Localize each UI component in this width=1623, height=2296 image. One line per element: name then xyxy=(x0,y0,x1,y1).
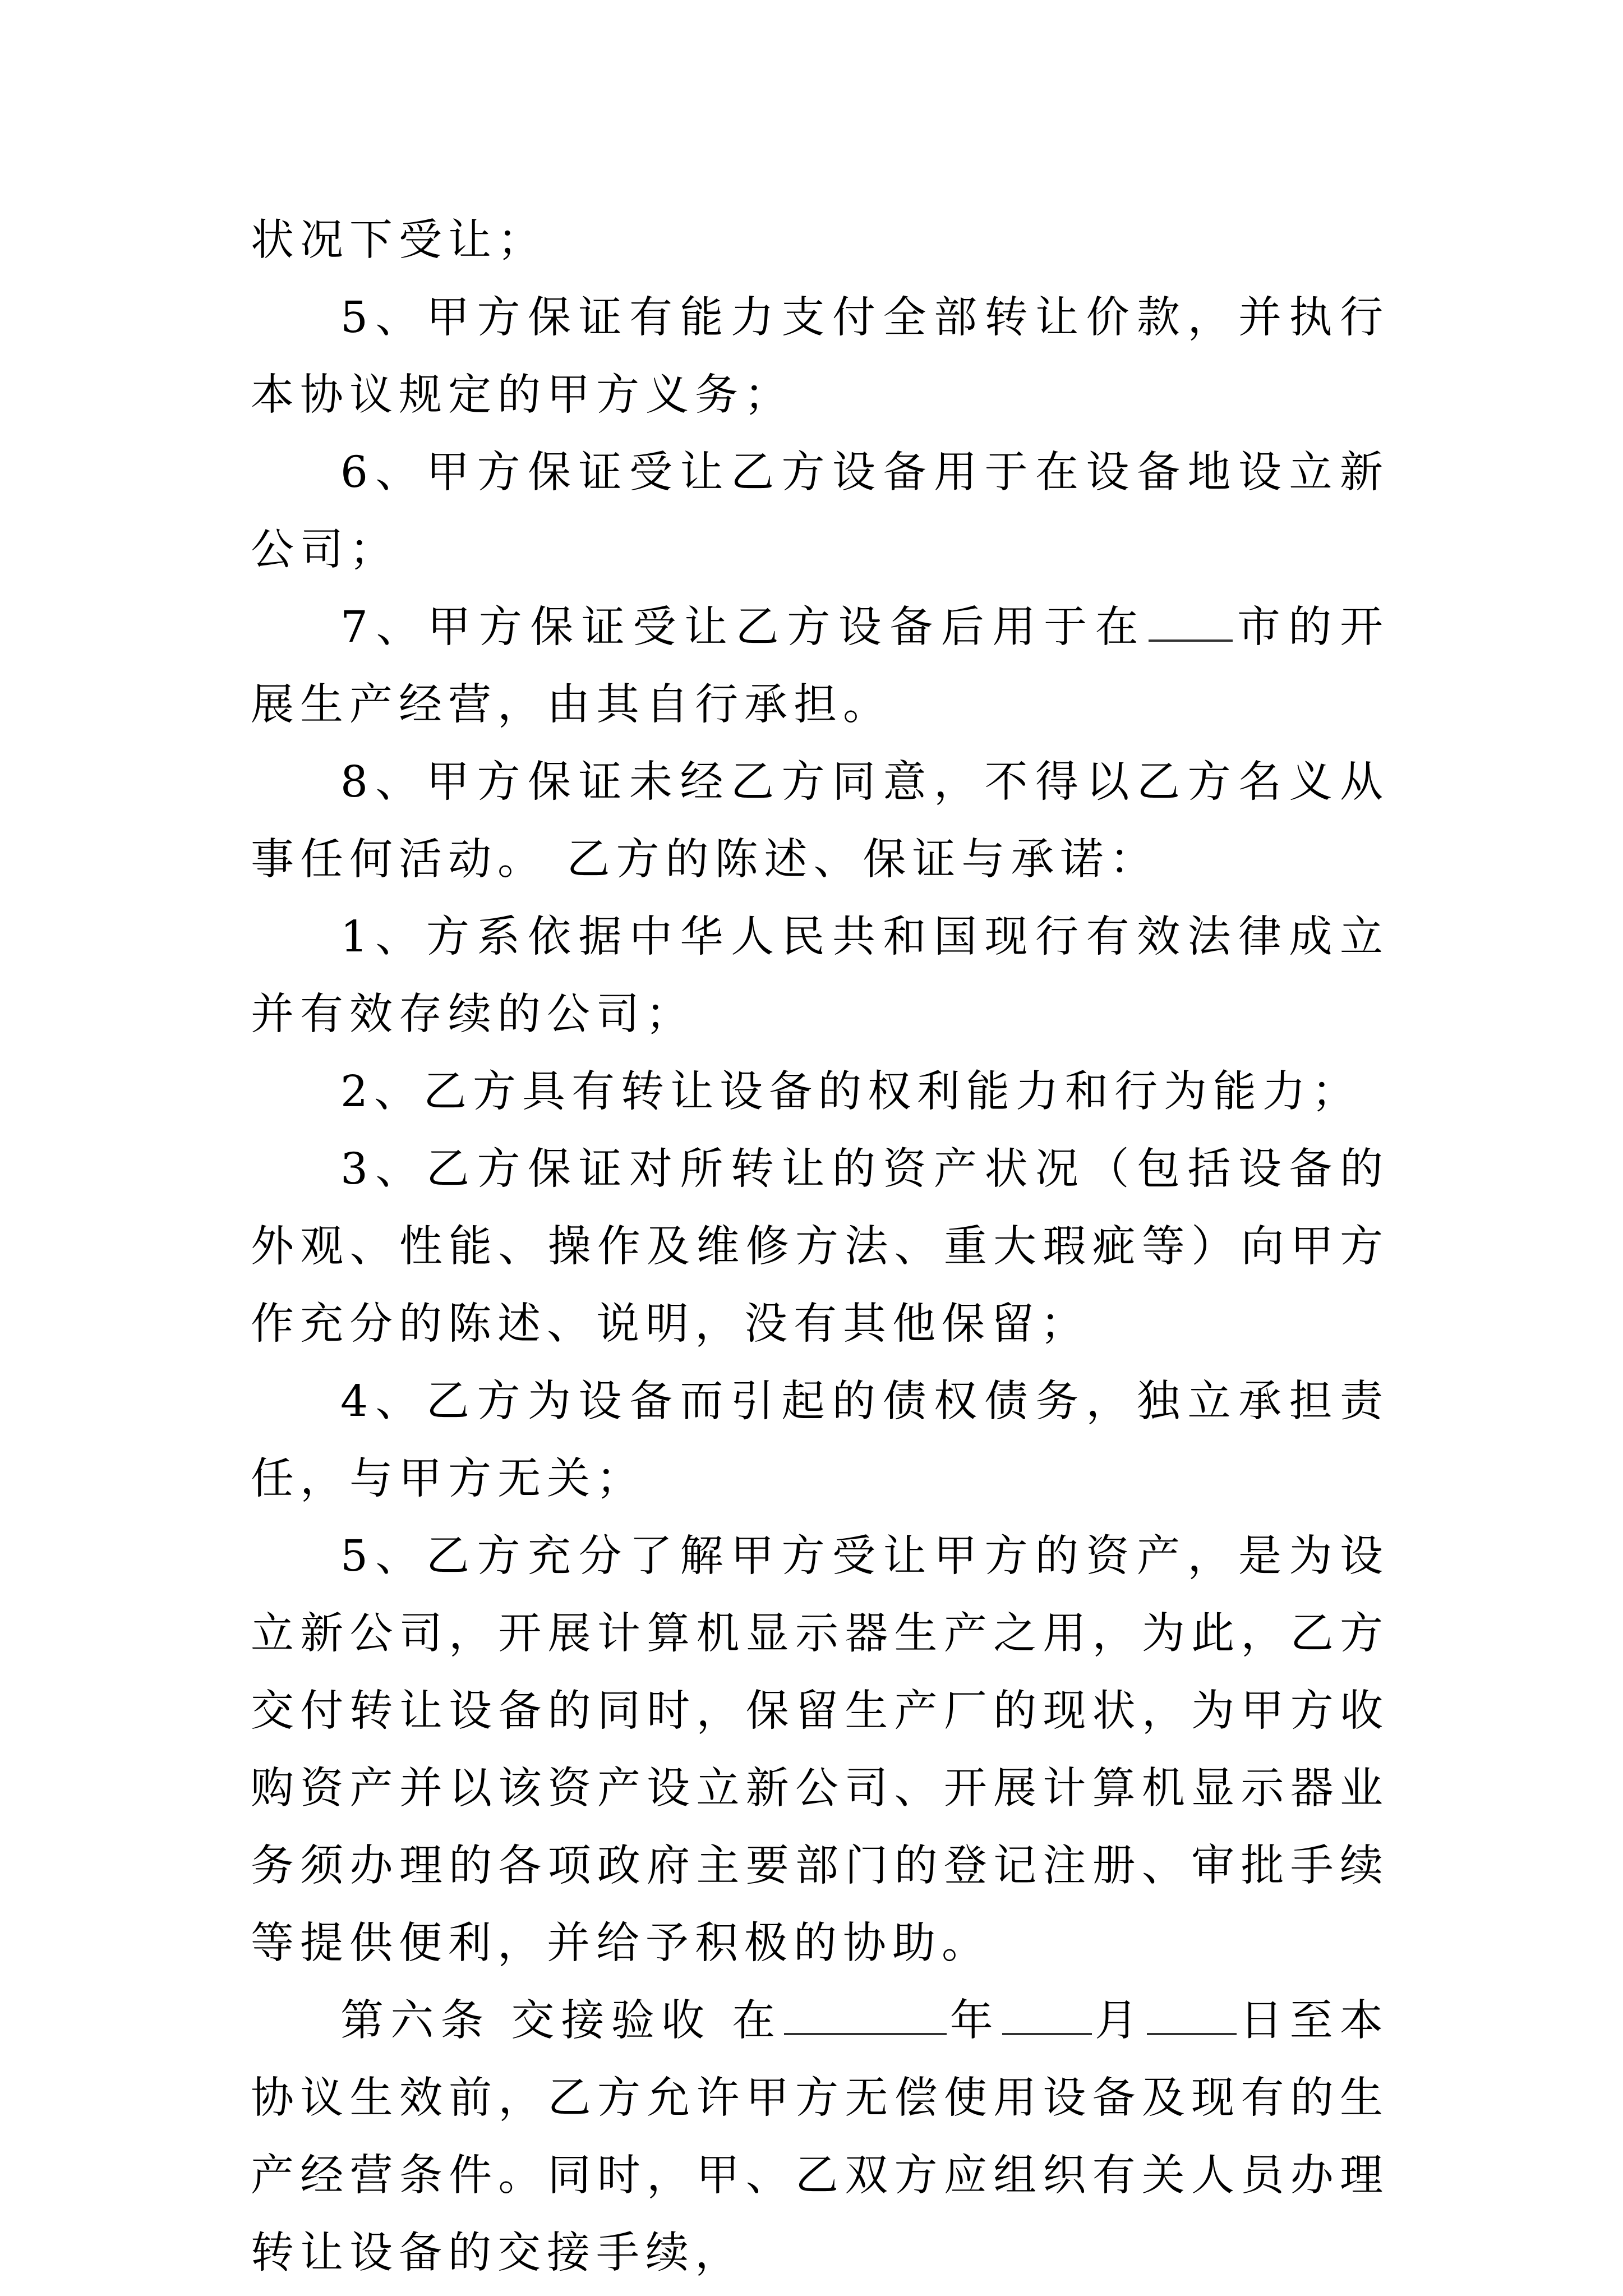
paragraph-party-b-item-2: 2、乙方具有转让设备的权利能力和行为能力； xyxy=(340,1067,1361,1117)
paragraph-party-a-item-8: 8、甲方保证未经乙方同意，不得以乙方名义从事任何活动。 乙方的陈述、保证与承诺： xyxy=(251,757,1389,885)
blank-day-line xyxy=(1147,1994,1237,2035)
paragraph-article-6-handover xyxy=(251,1982,1389,2292)
paragraph-text-segment: 市的开展生产经营，由其自行承担。 xyxy=(251,602,1390,730)
paragraph-party-b-item-5: 5、乙方充分了解甲方受让甲方的资产，是为设立新公司，开展计算机显示器生产之用，为此，乙方交付转让设备的同时，保留生产厂的现状，为甲方收购资产并以该资产设立新公司、开展计算机显示器业务须办理的各项政府主要部门的登记注册、审批手续等提供便利，并给予积极的协助。 xyxy=(251,1531,1389,1968)
blank-month-line xyxy=(1002,1994,1092,2035)
document-body xyxy=(251,202,1389,2292)
paragraph-continuation: 状况下受让； xyxy=(251,215,547,265)
paragraph-party-a-item-5: 5、甲方保证有能力支付全部转让价款，并执行本协议规定的甲方义务； xyxy=(251,293,1389,420)
paragraph-party-b-item-3: 3、乙方保证对所转让的资产状况（包括设备的外观、性能、操作及维修方法、重大瑕疵等）向甲方作充分的陈述、说明，没有其他保留； xyxy=(251,1144,1389,1349)
paragraph-text-segment: 第六条 交接验收 在 xyxy=(340,1996,782,2046)
paragraph-party-b-item-1: 1、方系依据中华人民共和国现行有效法律成立并有效存续的公司； xyxy=(251,912,1389,1039)
paragraph-text-segment: 年 xyxy=(949,1996,1000,2046)
paragraph-text-segment: 日至本协议生效前，乙方允许甲方无偿使用设备及现有的生产经营条件。同时，甲、乙双方应组织有关人员办理转让设备的交接手续， xyxy=(251,1996,1390,2278)
blank-year-line xyxy=(784,1994,947,2035)
paragraph-party-b-item-4: 4、乙方为设备而引起的债权债务，独立承担责任，与甲方无关； xyxy=(251,1377,1389,1504)
paragraph-party-a-item-7 xyxy=(251,589,1389,744)
paragraph-text-segment: 月 xyxy=(1094,1996,1145,2046)
paragraph-party-a-item-6: 6、甲方保证受让乙方设备用于在设备地设立新公司； xyxy=(251,448,1389,575)
paragraph-text-segment: 7、甲方保证受让乙方设备后用于在 xyxy=(340,602,1147,652)
blank-city-line xyxy=(1149,600,1233,642)
